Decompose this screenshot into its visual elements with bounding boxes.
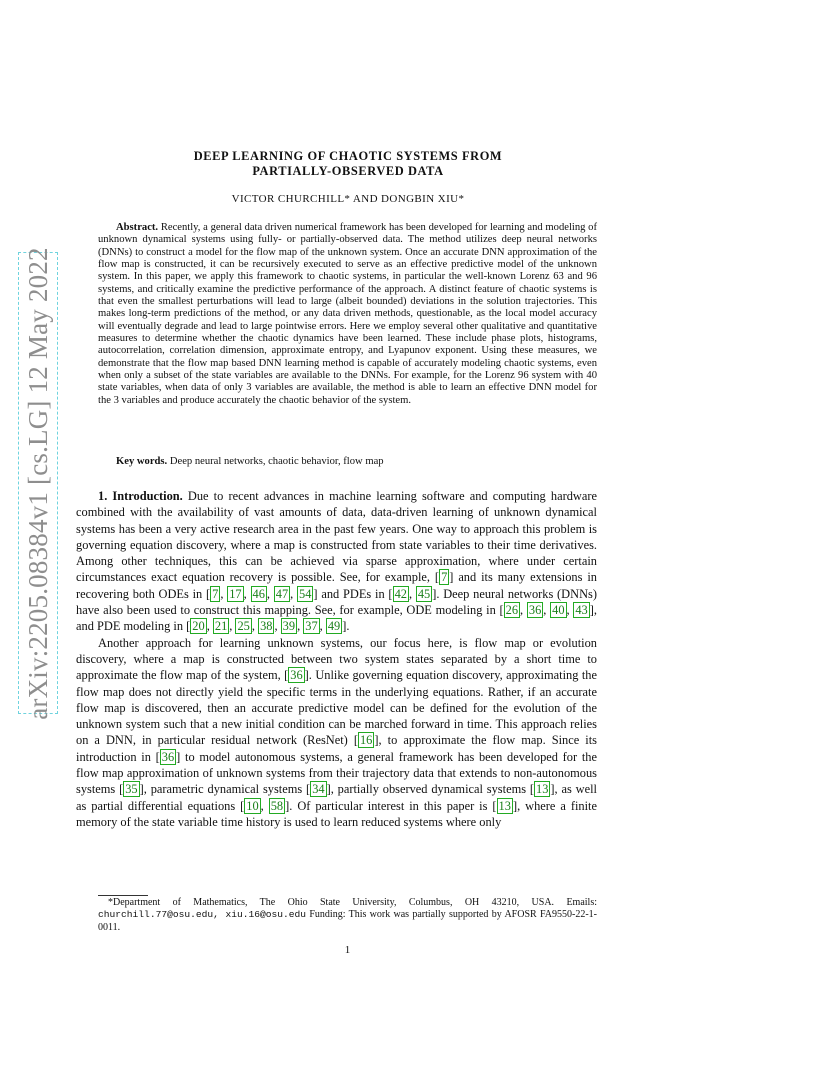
citation-group: [ 42 , 45 ]: [388, 586, 437, 601]
citation-link[interactable]: 40: [552, 603, 565, 618]
citation-group: [ 7 , 17 , 46 , 47 , 54 ]: [206, 586, 318, 601]
citation-link[interactable]: 36: [528, 603, 542, 618]
citation-link[interactable]: 38: [260, 619, 273, 634]
intro-text: , to approximate the flow map. Since its introduction in: [76, 733, 597, 764]
citation-link[interactable]: 58: [270, 798, 284, 813]
citation-link[interactable]: 34: [312, 782, 325, 797]
citation-link[interactable]: 35: [125, 782, 138, 797]
intro-text: Another approach for learning unknown systems, our focus here, is flow map or evolution discovery, where a map is constructed between two system states separated by a short time to approximate the flow map of the system,: [76, 635, 597, 683]
citation-link[interactable]: 10: [246, 798, 259, 813]
abstract-label: Abstract.: [116, 222, 159, 233]
citation-link[interactable]: 54: [299, 586, 312, 601]
citation-link[interactable]: 13: [498, 798, 511, 813]
abstract-text: Recently, a general data driven numerical framework has been developed for learning and modeling of unknown dynamical systems using fully- or partially-observed data. The method utilizes deep neural networks (DNNs) to construct a model for the flow map of the unknown system. Once an accurate DNN approximation of the flow map is constructed, it can be recursively executed to serve as an effective predictive model of the unknown system. In this paper, we apply this framework to chaotic systems, in particular the well-known Lorenz 63 and 96 systems, and critically examine the predictive performance of the approach. A distinct feature of chaotic systems is that even the smallest perturbations will lead to large (albeit bounded) deviations in the solution trajectories. This makes long-term predictions of the method, or any data driven methods, questionable, as the local model accuracy will eventually degrade and lead to large pointwise errors. Here we employ several other qualitative and quantitative measures to determine whether the chaotic dynamics have been learned. These include phase plots, histograms, autocorrelation, correlation dimension, approximate entropy, and Lyapunov exponent. Using these measures, we demonstrate that the flow map based DNN learning method is capable of accurately modeling chaotic systems, even when only a subset of the state variables are available to the DNNs. For example, for the Lorenz 96 system with 40 state variables, when data of only 3 variables are available, the method is able to learn an effective DNN model for the 3 variables and produce accurately the chaotic behavior of the system.: [98, 222, 598, 406]
footnote-funding: Funding: This work was partially supported by AFOSR FA9550-22-1-0011.: [98, 909, 598, 933]
footnote: [98, 897, 597, 934]
introduction-section: [76, 488, 597, 830]
footnote-divider: [98, 895, 148, 896]
paper-title: [98, 149, 598, 179]
intro-paragraph-2: Another approach for learning unknown systems, our focus here, is flow map or evolution discovery, where a map is constructed between two system states separated by a short time to approximate the flow map of the system, [ 36 ]. Unlike governing equation discovery, approximating the flow map does not directly yield the specific terms in the underlying equations. Rather, if an accurate flow map is discovered, then an accurate predictive model can be defined for the evolution of the unknown system such that a new initial condition can be marched forward in time. This approach relies on a DNN, in particular residual network (ResNet) [ 16 ], to approximate the flow map. Since its introduction in [ 36 ] to model autonomous systems, a general framework has been developed for the flow map approximation of unknown systems from their trajectory data that extends to non-autonomous systems [ 35 ], parametric dynamical systems [ 34 ], partially observed dynamical systems [ 13 ], as well as partial differential equations [ 10 , 58 ]. Of particular interest in this paper is [ 13 ], where a finite memory of the state variable time history is used to learn reduced systems where only: [76, 635, 597, 829]
citation-link[interactable]: 7: [212, 586, 219, 601]
citation-link[interactable]: 39: [282, 619, 296, 634]
footnote-text: *Department of Mathematics, The Ohio State University, Columbus, OH 43210, USA. Emails:: [108, 897, 597, 908]
intro-text: to model autonomous systems, a general framework has been developed for the flow map approximation of unknown systems from their trajectory data that extends to non-autonomous systems: [76, 749, 597, 797]
citation-link[interactable]: 47: [275, 586, 289, 601]
citation-link[interactable]: 13: [536, 782, 549, 797]
intro-text: . Of particular interest in this paper is: [289, 798, 488, 813]
intro-text: Due to recent advances in machine learning software and computing hardware combined with the availability of vast amounts of data, data-driven learning of unknown dynamical systems has been a very active research area in the past few years. One way to approach this problem is governing equation discovery, where a map is constructed from state variables to their time derivatives. Among other techniques, this can be achieved via sparse approximation, where under certain circumstances exact equation recovery is possible. See, for example,: [76, 489, 597, 585]
citation-link[interactable]: 26: [505, 603, 519, 618]
title-line-1: DEEP LEARNING OF CHAOTIC SYSTEMS FROM: [193, 149, 503, 163]
keywords-text: Deep neural networks, chaotic behavior, flow map: [169, 456, 384, 467]
citation-link[interactable]: 25: [237, 619, 250, 634]
intro-text: and PDEs in: [321, 586, 385, 601]
intro-text: . Deep neural networks (DNNs) have also been used to construct this mapping. See, for example, ODE modeling in: [76, 586, 597, 618]
abstract: [98, 222, 597, 407]
arxiv-sidebar-stamp[interactable]: [18, 246, 58, 720]
intro-text: , as well as partial differential equations: [76, 782, 597, 813]
intro-text: , where a finite memory of the state variable time history is used to learn reduced systems where only: [76, 798, 597, 829]
citation-group: [ 20 , 21 , 25 , 38 , 39 , 37 , 49 ]: [186, 619, 347, 634]
citation-group: [ 10 , 58 ]: [240, 798, 290, 813]
keywords: [116, 456, 384, 467]
citation-link[interactable]: 37: [305, 619, 318, 634]
citation-link[interactable]: 42: [394, 586, 407, 601]
intro-text: , partially observed dynamical systems: [330, 782, 527, 797]
citation-link[interactable]: 46: [252, 586, 265, 601]
intro-paragraph-1: 1. Introduction. Due to recent advances in machine learning software and computing hardware combined with the availability of vast amounts of data, data-driven learning of unknown dynamical systems has been a very active research area in the past few years. One way to approach this problem is governing equation discovery, where a map is constructed from state variables to their time derivatives. Among other techniques, this can be achieved via sparse approximation, where under certain circumstances exact equation recovery is possible. See, for example, [ 7 ] and its many extensions in recovering both ODEs in [ 7 , 17 , 46 , 47 , 54 ] and PDEs in [ 42 , 45 ]. Deep neural networks (DNNs) have also been used to construct this mapping. See, for example, ODE modeling in [ 26 , 36 , 40 , 43 ], and PDE modeling in [ 20 , 21 , 25 , 38 , 39 , 37 , 49 ].: [76, 489, 597, 634]
citation-link[interactable]: 21: [214, 619, 228, 634]
intro-text: , and PDE modeling in: [76, 603, 597, 634]
intro-text: .: [346, 619, 350, 634]
citation-link[interactable]: 45: [417, 586, 431, 601]
keywords-label: Key words.: [116, 456, 168, 467]
citation-group: [ 26 , 36 , 40 , 43 ]: [499, 603, 594, 618]
citation-link[interactable]: 20: [192, 619, 205, 634]
intro-text: , parametric dynamical systems: [143, 782, 303, 797]
citation-link[interactable]: 16: [359, 733, 373, 748]
section-heading: 1. Introduction.: [98, 489, 183, 503]
citation-link[interactable]: 36: [161, 749, 175, 764]
footnote-emails[interactable]: churchill.77@osu.edu, xiu.16@osu.edu: [98, 909, 307, 921]
intro-text: and its many extensions in recovering both ODEs in: [76, 570, 597, 601]
citation-link[interactable]: 49: [327, 619, 341, 634]
title-line-2: PARTIALLY-OBSERVED DATA: [252, 164, 444, 178]
page-number: 1: [344, 944, 351, 956]
citation-link[interactable]: 7: [441, 570, 448, 585]
citation-link[interactable]: 43: [575, 603, 588, 618]
intro-text: . Unlike governing equation discovery, approximating the flow map does not directly yield the specific terms in the underlying equations. Rather, if an accurate flow map is discovered, then an accurate predictive model can be defined for the evolution of the unknown system such that a new initial condition can be marched forward in time. This approach relies on a DNN, in particular residual network (ResNet): [76, 668, 597, 748]
citation-link[interactable]: 36: [290, 668, 303, 683]
author-list: VICTOR CHURCHILL* AND DONGBIN XIU*: [231, 193, 465, 205]
citation-link[interactable]: 17: [229, 586, 242, 601]
arxiv-identifier[interactable]: arXiv:2205.08384v1 [cs.LG] 12 May 2022: [22, 246, 53, 720]
